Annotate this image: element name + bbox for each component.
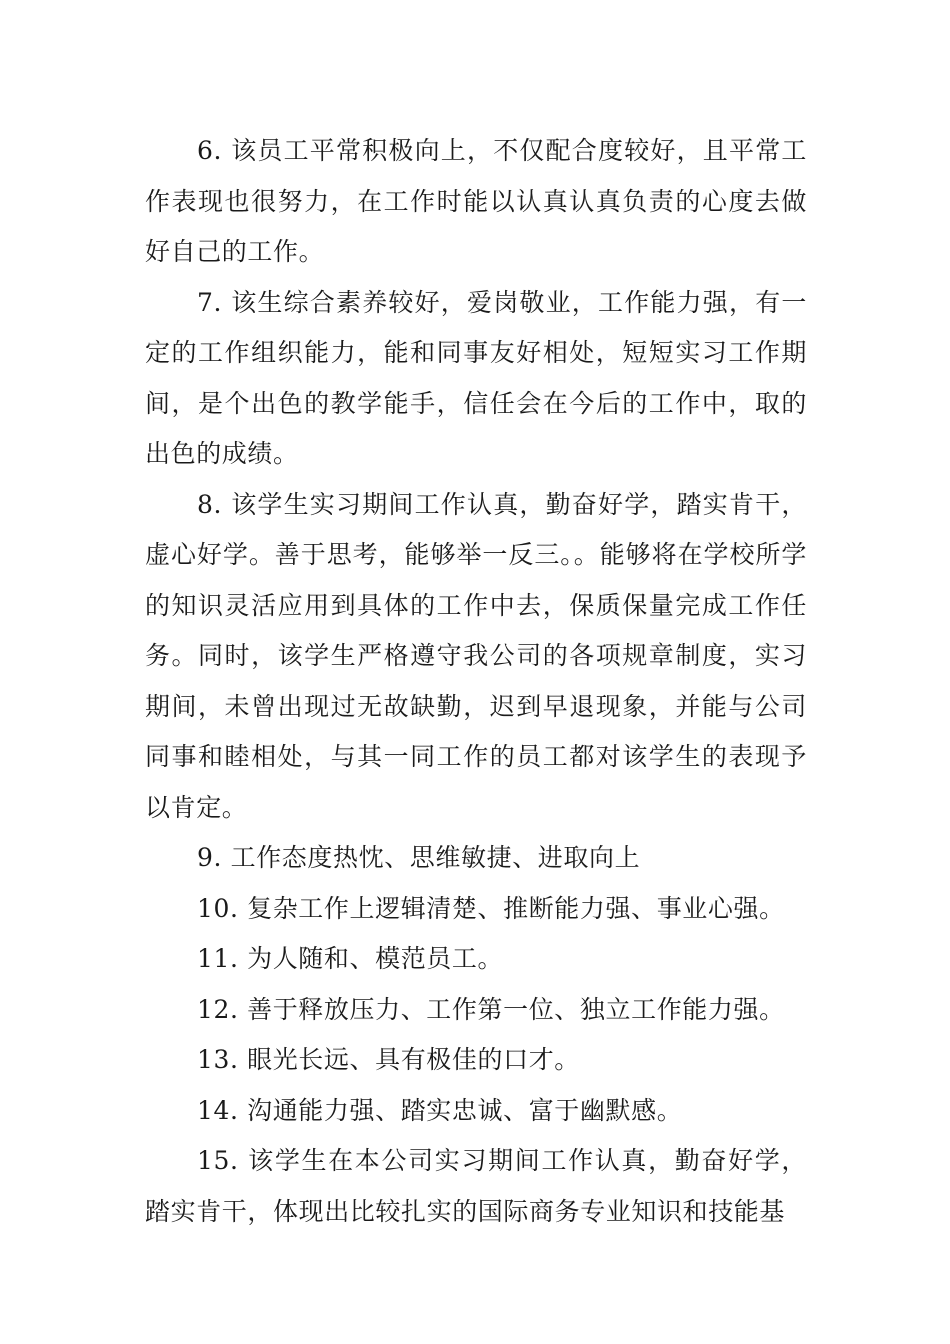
paragraph-item-8: 8. 该学生实习期间工作认真，勤奋好学，踏实肯干，虚心好学。善于思考，能够举一反三。。能够将在学校所学的知识灵活应用到具体的工作中去，保质保量完成工作任务。同时，该学生严格遵守我公司的各项规章制度，实习期间，未曾出现过无故缺勤，迟到早退现象，并能与公司同事和睦相处，与其一同工作的员工都对该学生的表现予以肯定。 xyxy=(145,489,807,822)
paragraph-item-9: 9. 工作态度热忱、思维敏捷、进取向上 xyxy=(197,843,641,872)
paragraph-item-12: 12. 善于释放压力、工作第一位、独立工作能力强。 xyxy=(197,994,785,1024)
paragraph-item-11: 11. 为人随和、模范员工。 xyxy=(197,944,504,973)
paragraph-item-13: 13. 眼光长远、具有极佳的口才。 xyxy=(197,1045,580,1074)
paragraph-item-6: 6. 该员工平常积极向上，不仅配合度较好，且平常工作表现也很努力，在工作时能以认真认真负责的心度去做好自己的工作。 xyxy=(145,136,807,266)
paragraph-item-15: 15. 该学生在本公司实习期间工作认真，勤奋好学，踏实肯干，体现出比较扎实的国际商务专业知识和技能基 xyxy=(145,1146,807,1226)
paragraph-item-14: 14. 沟通能力强、踏实忠诚、富于幽默感。 xyxy=(197,1095,683,1125)
document-body xyxy=(145,126,807,1237)
paragraph-item-7: 7. 该生综合素养较好，爱岗敬业，工作能力强，有一定的工作组织能力，能和同事友好相处，短短实习工作期间，是个出色的教学能手，信任会在今后的工作中，取的出色的成绩。 xyxy=(145,287,807,468)
paragraph-item-10: 10. 复杂工作上逻辑清楚、推断能力强、事业心强。 xyxy=(197,893,785,923)
